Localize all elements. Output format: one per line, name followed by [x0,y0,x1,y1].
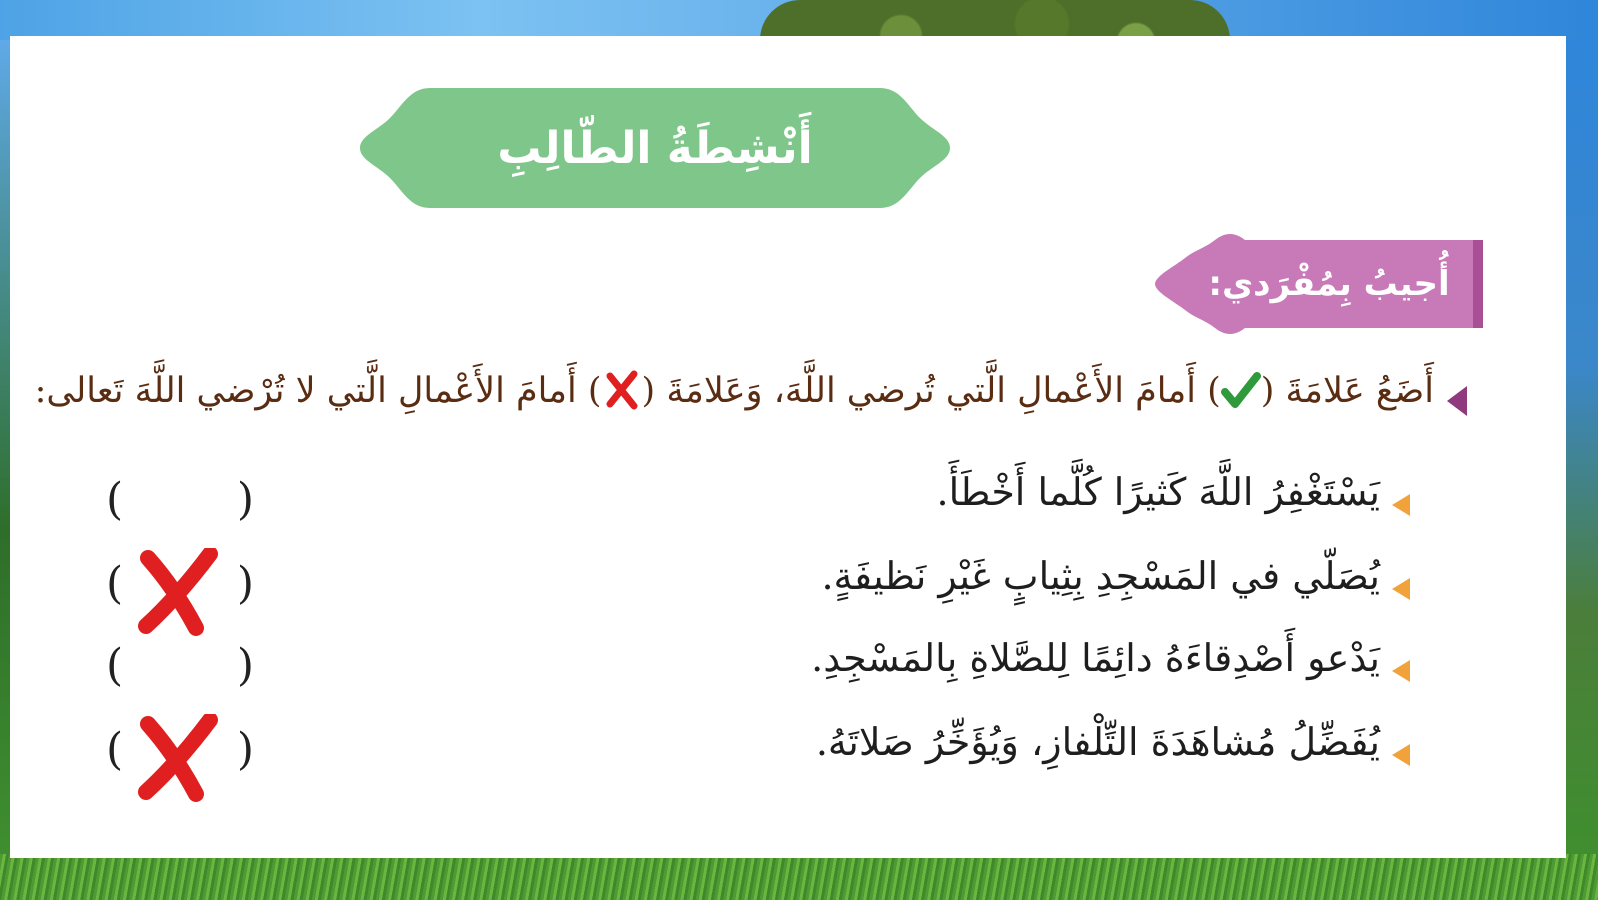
page-title: أَنْشِطَةُ الطّالِبِ [497,122,813,174]
triangle-bullet-icon [1392,494,1410,516]
x-mark-icon [134,714,220,802]
section-label: أُجيبُ بِمُفْرَدي: [1208,264,1450,304]
paren-open: ( [106,558,124,609]
x-mark-icon [602,370,642,410]
statement-item-4: يُفَضِّلُ مُشاهَدَةَ التِّلْفازِ، وَيُؤَخِّرُ صَلاتَهُ. [815,720,1380,764]
answer-slot-1[interactable] [100,470,260,540]
grass-strip [0,854,1598,900]
paren-close: ) [236,474,254,525]
right-background-strip [1566,40,1598,860]
statement-item-3: يَدْعو أَصْدِقاءَهُ دائِمًا لِلصَّلاةِ بِالمَسْجِدِ. [811,636,1380,680]
answer-slot-2[interactable] [100,554,260,624]
check-mark-icon [1221,370,1261,410]
section-tag [1155,232,1483,336]
triangle-bullet-icon [1392,578,1410,600]
paren-close: ) [236,558,254,609]
paren-close: ) [236,640,254,691]
answer-slot-3[interactable] [100,636,260,706]
triangle-bullet-icon [1392,660,1410,682]
statement-item-1: يَسْتَغْفِرُ اللَّهَ كَثيرًا كُلَّما أَخْطَأَ. [936,470,1380,514]
triangle-bullet-icon [1392,744,1410,766]
statement-item-2: يُصَلّي في المَسْجِدِ بِثِيابٍ غَيْرِ نَظيفَةٍ. [821,554,1380,598]
instruction-text [34,370,1434,436]
title-banner [360,88,950,208]
answer-slot-4[interactable] [100,720,260,790]
instruction-part-3: ) أَمامَ الأَعْمالِ الَّتي لا تُرْضي اللَّهَ تَعالى: [34,371,602,411]
instruction-part-2: ) أَمامَ الأَعْمالِ الَّتي تُرضي اللَّهَ، وَعَلامَةَ ( [641,371,1221,411]
x-mark-icon [134,548,220,636]
paren-open: ( [106,474,124,525]
paren-open: ( [106,640,124,691]
instruction-part-1: أَضَعُ عَلامَةَ ( [1260,371,1434,411]
triangle-bullet-icon [1447,386,1467,416]
paren-close: ) [236,724,254,775]
paren-open: ( [106,724,124,775]
left-background-strip [0,40,10,860]
